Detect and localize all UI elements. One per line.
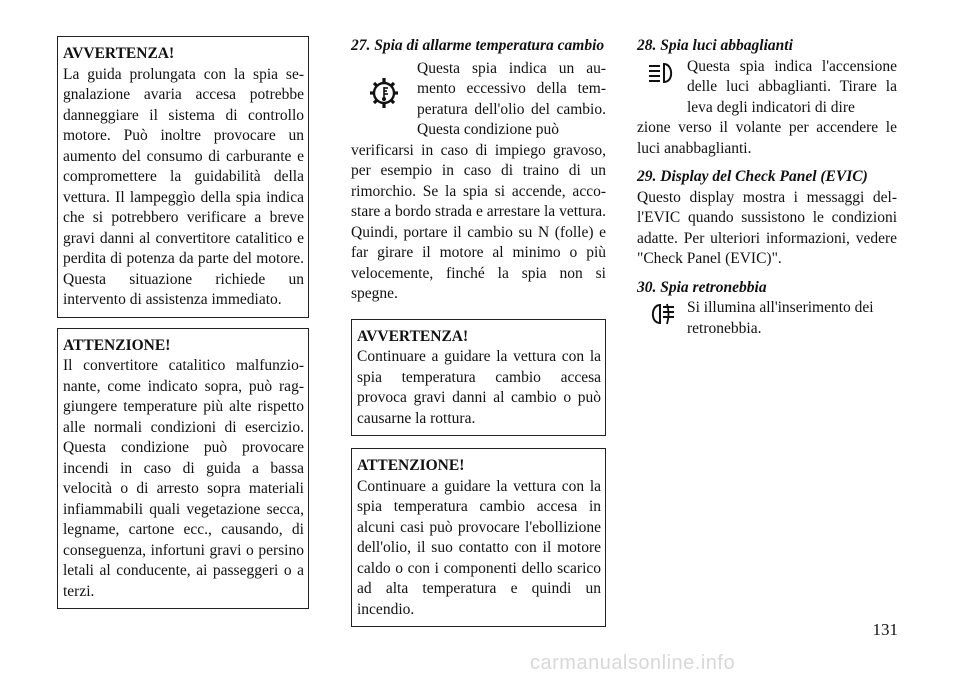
warning-box (57, 36, 309, 318)
caution-box-2 (351, 448, 606, 627)
section-28-text-indented: Questa spia indica l'accensione delle luci abbaglianti. Tirare la leva degli indicatori di dire (687, 57, 897, 116)
section-27 (351, 36, 606, 305)
section-27-heading: 27. Spia di allarme temperatura cambio (351, 37, 605, 54)
warning-text: La guida prolungata con la spia segnalazione avaria accesa potrebbe danneggiare il sistema di controllo motore. Può inoltre provocare un aumento del consumo di carburante e compromettere la guidabilità della vettura. Il lampeggìo della spia indica che si potrebbero verificare a breve gravi danni al convertitore catalitico e perdita di potenza da parte del motore. Questa situazione richiede un intervento di assistenza immediato. (63, 65, 304, 308)
caution-title-2: ATTENZIONE! (357, 457, 465, 474)
section-27-text: verificarsi in caso di impiego gravoso, per esempio in caso di traino di un rimorchio. Se la spia si accende, accostare a bordo strada e arrestare la vettura. Quindi, portare il cambio su N (folle) e far girare il motore al minimo o più velocemente, finché la spia non si spegne. (351, 141, 606, 302)
watermark: carmanualsonline.info (530, 652, 736, 674)
column-right (637, 36, 897, 347)
warning-box-2 (351, 319, 606, 437)
transmission-temperature-icon (351, 59, 417, 127)
column-left (57, 36, 309, 619)
warning-text-2: Continuare a guidare la vettura con la spia temperatura cambio accesa provoca gravi danni al cambio o può causarne la rottura. (357, 348, 601, 427)
rear-fog-light-icon (637, 298, 687, 338)
section-29-heading: 29. Display del Check Panel (EVIC) (637, 168, 868, 185)
caution-box (57, 328, 309, 610)
section-28 (637, 36, 897, 159)
page-number: 131 (872, 620, 898, 639)
warning-title: AVVERTENZA! (63, 45, 175, 62)
caution-text-2: Continuare a guidare la vettura con la spia temperatura cambio accesa in alcuni casi può provocare l'ebollizione dell'olio, il suo contatto con il motore caldo o con i componenti dello scarico ad alta temperatura e quindi un incendio. (357, 477, 601, 618)
caution-title: ATTENZIONE! (63, 336, 171, 354)
section-30-heading: 30. Spia retronebbia (637, 278, 767, 296)
section-30-text: Si illumina all'inserimento dei retronebbia. (687, 299, 874, 337)
section-29-text: Questo display mostra i messaggi dell'EVIC quando sussistono le condizioni adatte. Per ulteriori informazioni, vedere "Check Panel (EVIC)". (637, 188, 897, 267)
column-middle (351, 36, 606, 637)
section-29 (637, 167, 897, 270)
high-beam-icon (637, 57, 687, 115)
section-28-text: zione verso il volante per accendere le luci anabbaglianti. (637, 119, 897, 157)
warning-title-2: AVVERTENZA! (357, 327, 469, 345)
section-30 (637, 278, 897, 340)
section-27-text-indented: Questa spia indica un aumento eccessivo della temperatura dell'olio del cambio. Questa condizione può (417, 59, 606, 138)
caution-text: Il convertitore catalitico malfunzionante, come indicato sopra, può raggiungere temperature più alte rispetto alle normali condizioni di esercizio. Questa condizione può provocare incendi in caso di guida a bassa velocità o di arresto sopra materiali infiammabili quali vegetazione secca, legname, cartone ecc., causando, di conseguenza, infortuni gravi o persino letali al conducente, ai passeggeri o a terzi. (63, 357, 304, 600)
section-28-heading: 28. Spia luci abbaglianti (637, 37, 793, 54)
